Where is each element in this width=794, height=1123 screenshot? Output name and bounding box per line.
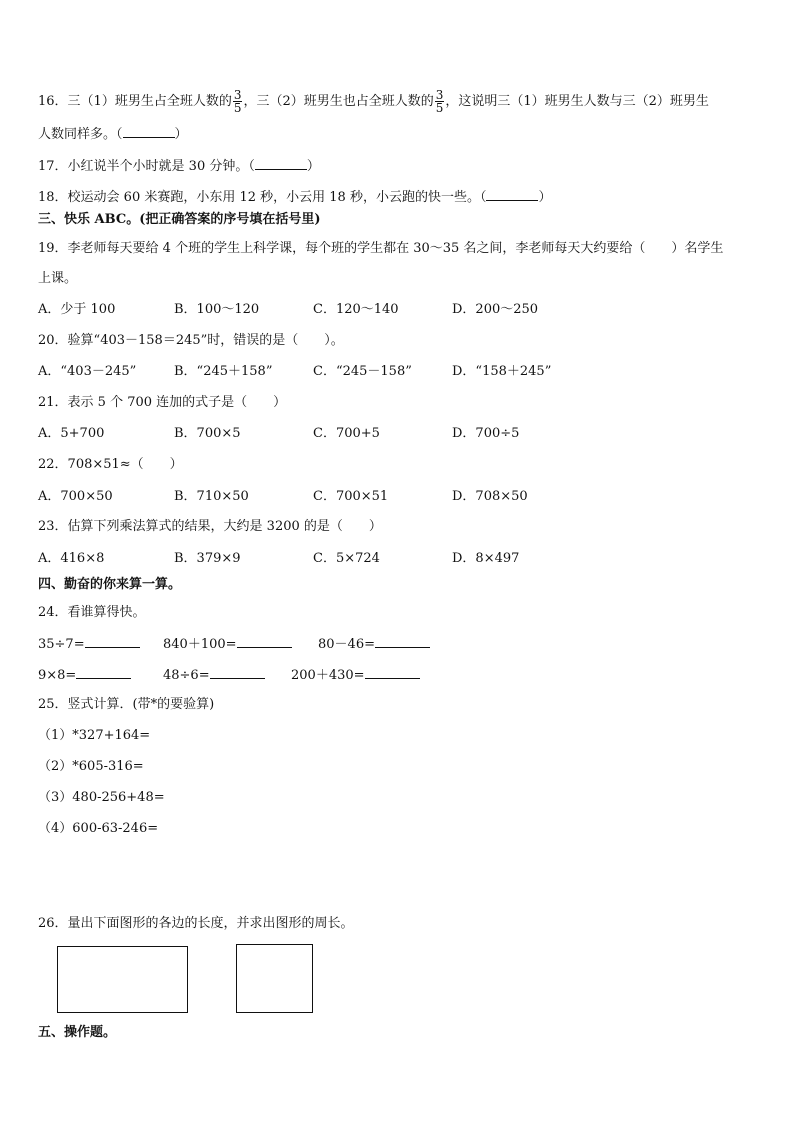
question-22: 22．708×51≈（ ） (38, 457, 183, 472)
q24-item-5: 48÷6= (163, 665, 265, 685)
q23-option-c[interactable]: C．5×724 (313, 551, 380, 566)
q22-option-a[interactable]: A．700×50 (38, 489, 113, 504)
question-25: 25．竖式计算．(带*的要验算) (38, 697, 215, 712)
answer-blank[interactable] (255, 156, 307, 170)
q19-option-c[interactable]: C．120～140 (313, 302, 399, 317)
question-19-line1: 19．李老师每天要给 4 个班的学生上科学课，每个班的学生都在 30～35 名之间，李老师每天大约要给（ ）名学生 (38, 241, 724, 256)
q22-option-c[interactable]: C．700×51 (313, 489, 389, 504)
answer-blank[interactable] (365, 665, 420, 679)
answer-blank[interactable] (85, 634, 140, 648)
q21-option-c[interactable]: C．700+5 (313, 426, 380, 441)
answer-blank[interactable] (210, 665, 265, 679)
answer-blank[interactable] (237, 634, 292, 648)
question-20: 20．验算“403－158＝245”时，错误的是（ ）。 (38, 333, 344, 348)
q25-item-4: （4）600-63-246= (38, 821, 159, 836)
q23-option-b[interactable]: B．379×9 (174, 551, 241, 566)
q25-item-2: （2）*605-316= (38, 759, 144, 774)
answer-blank[interactable] (375, 634, 430, 648)
answer-blank[interactable] (123, 124, 175, 138)
q20-option-b[interactable]: B．“245＋158” (174, 364, 273, 379)
q24-item-1: 35÷7= (38, 634, 140, 654)
q22-option-d[interactable]: D．708×50 (452, 489, 528, 504)
q16-text-a: 16．三（1）班男生占全班人数的 (38, 94, 232, 109)
question-18: 18．校运动会 60 米赛跑，小东用 12 秒，小云用 18 秒，小云跑的快一些。（ ） (38, 187, 551, 207)
q20-option-a[interactable]: A．“403－245” (38, 364, 137, 379)
q24-item-3: 80－46= (318, 634, 430, 654)
q21-option-d[interactable]: D．700÷5 (452, 426, 520, 441)
fraction-3-5: $\frac{3}{5}$ (233, 88, 242, 115)
square-figure (236, 944, 313, 1013)
q19-option-b[interactable]: B．100～120 (174, 302, 260, 317)
section-3-heading: 三、快乐 ABC。(把正确答案的序号填在括号里) (38, 212, 321, 227)
q16-text-c: ，这说明三（1）班男生人数与三（2）班男生 (445, 94, 709, 109)
question-17: 17．小红说半个小时就是 30 分钟。（ ） (38, 156, 320, 176)
q23-option-a[interactable]: A．416×8 (38, 551, 105, 566)
q25-item-1: （1）*327+164= (38, 728, 151, 743)
rectangle-figure (57, 946, 188, 1013)
question-16-line1 (38, 89, 709, 114)
question-19-line2: 上课。 (38, 271, 78, 286)
fraction-3-5: $\frac{3}{5}$ (435, 88, 444, 115)
q23-option-d[interactable]: D．8×497 (452, 551, 520, 566)
q21-option-b[interactable]: B．700×5 (174, 426, 241, 441)
q19-option-a[interactable]: A．少于 100 (38, 302, 116, 317)
section-5-heading: 五、操作题。 (38, 1025, 117, 1040)
question-21: 21．表示 5 个 700 连加的式子是（ ） (38, 395, 287, 410)
q22-option-b[interactable]: B．710×50 (174, 489, 249, 504)
q24-item-2: 840＋100= (163, 634, 292, 654)
q16-text-b: ，三（2）班男生也占全班人数的 (243, 94, 434, 109)
answer-blank[interactable] (486, 187, 538, 201)
q20-option-c[interactable]: C．“245－158” (313, 364, 412, 379)
question-24: 24．看谁算得快。 (38, 605, 146, 620)
q25-item-3: （3）480-256+48= (38, 790, 165, 805)
q21-option-a[interactable]: A．5+700 (38, 426, 105, 441)
question-16-line2: 人数同样多。（ ） (38, 124, 188, 144)
q20-option-d[interactable]: D．“158＋245” (452, 364, 552, 379)
question-26: 26．量出下面图形的各边的长度，并求出图形的周长。 (38, 916, 354, 931)
answer-blank[interactable] (76, 665, 131, 679)
section-4-heading: 四、勤奋的你来算一算。 (38, 577, 182, 592)
q24-item-6: 200＋430= (291, 665, 420, 685)
question-23: 23．估算下列乘法算式的结果，大约是 3200 的是（ ） (38, 519, 382, 534)
q19-option-d[interactable]: D．200～250 (452, 302, 539, 317)
q24-item-4: 9×8= (38, 665, 131, 685)
